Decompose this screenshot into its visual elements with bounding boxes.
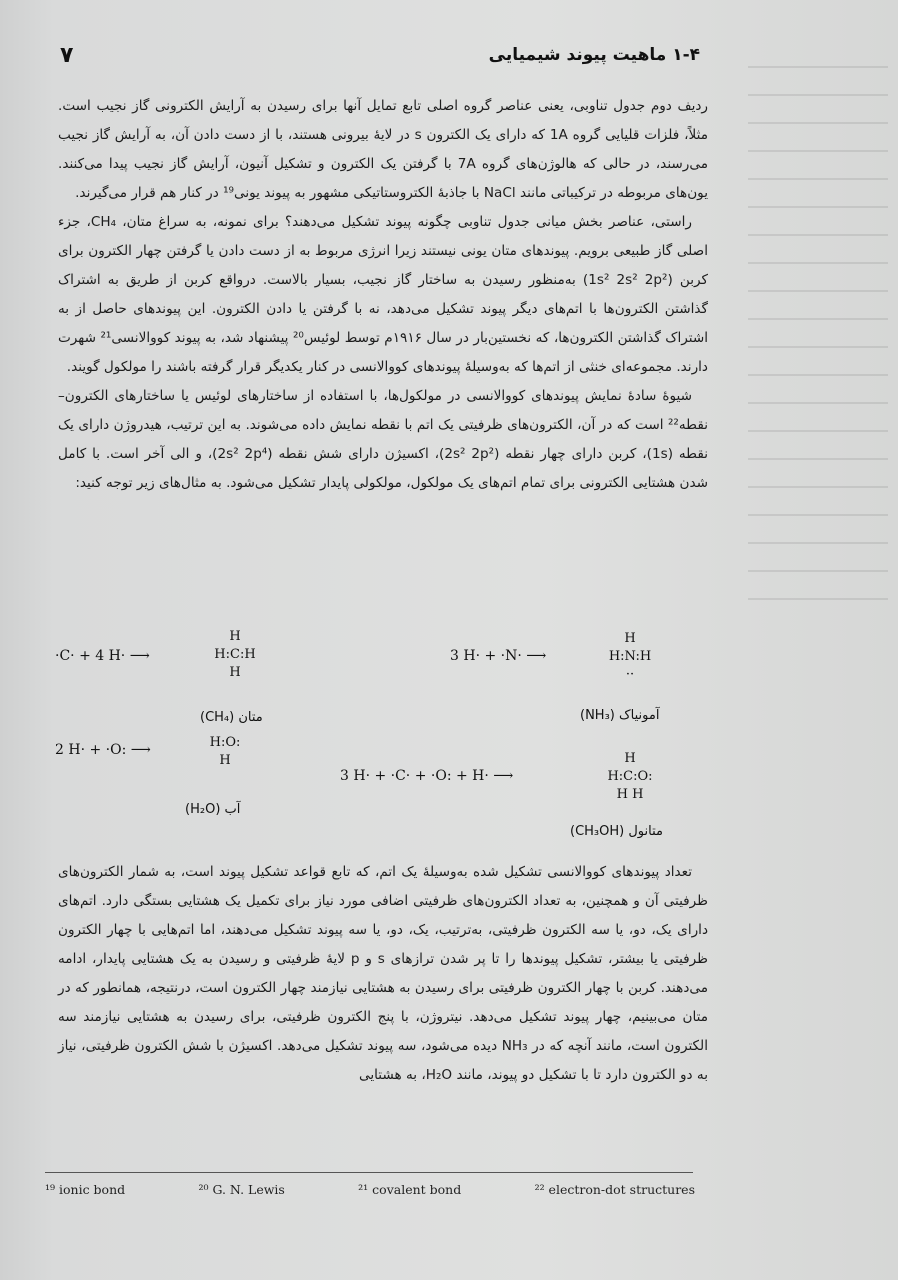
methanol-label: متانول (CH₃OH): [570, 824, 663, 839]
methane-label: متان (CH₄): [200, 710, 263, 725]
page-number: ۷: [60, 42, 74, 68]
lewis-reactions: [55, 620, 705, 850]
body-text-top: [58, 92, 708, 498]
ammonia-structure: H H:N:H ··: [608, 631, 652, 682]
water-structure: H:O: H: [209, 735, 241, 768]
footnote-22: ²² electron-dot structures: [534, 1182, 695, 1197]
footnote-20: ²⁰ G. N. Lewis: [198, 1182, 285, 1197]
water-equation: 2 H· + ·O: ⟶: [55, 742, 151, 758]
body-text-bottom: [58, 858, 708, 1090]
bleed-through-shadow: [698, 40, 898, 1240]
paragraph-1: ردیف دوم جدول تناوبی، یعنی عناصر گروه اصلی تابع تمایل آنها برای رسیدن به آرایش الکترونی گاز نجیب است. مثلاً، فلزات قلیایی گروه 1A که دارای یک الکترون s در لایهٔ بیرونی هستند، با از دست دادن آن، به آرایش گاز نجیب می‌رسند، در حالی که هالوژن‌های گروه 7A با گرفتن یک الکترون و تشکیل آنیون، آرایش گاز نجیب پیدا می‌کنند. یون‌های مربوطه در ترکیباتی مانند NaCl با جاذبهٔ الکتروستاتیکی مشهور به پیوند یونی¹⁹ در کنار هم قرار می‌گیرند.: [58, 98, 708, 201]
ammonia-label: آمونیاک (NH₃): [580, 708, 660, 723]
paragraph-2: راستی، عناصر بخش میانی جدول تناوبی چگونه پیوند تشکیل می‌دهند؟ برای نمونه، به سراغ متان، CH₄، جزء اصلی گاز طبیعی برویم. پیوندهای متان یونی نیستند زیرا انرژی مربوط به از دست دادن یا گرفتن چهار الکترون برای کربن (1s² 2s² 2p²) به‌منظور رسیدن به ساختار گاز نجیب، بسیار بالاست. درواقع کربن از طریق به اشتراک گذاشتن الکترون‌ها با اتم‌های دیگر پیوند تشکیل می‌دهد، نه با گرفتن یا دادن الکترون. این پیوندهای حاصل از به اشتراک گذاشتن الکترون‌ها، که نخستین‌بار در سال ۱۹۱۶م توسط لوئیس²⁰ پیشنهاد شد، به پیوند کووالانسی²¹ شهرت دارند. مجموعه‌ای خنثی از اتم‌ها که به‌وسیلهٔ پیوندهای کووالانسی در کنار یکدیگر قرار گرفته باشند را مولکول گویند.: [58, 214, 709, 375]
methane-equation: ·C· + 4 H· ⟶: [55, 648, 150, 664]
footnote-rule: [45, 1172, 693, 1173]
footnote-21: ²¹ covalent bond: [358, 1182, 462, 1197]
methanol-equation: 3 H· + ·C· + ·O: + H· ⟶: [340, 768, 514, 784]
paragraph-4: تعداد پیوندهای کووالانسی تشکیل شده به‌وسیلهٔ یک اتم، که تابع قواعد تشکیل پیوند است، به شمار الکترون‌های ظرفیتی آن و همچنین، به تعداد الکترون‌های ظرفیتی اضافی مورد نیاز برای تکمیل یک هشتایی بستگی دارد. اتم‌های دارای یک، دو، یا سه الکترون ظرفیتی، به‌ترتیب، یک، دو، یا سه پیوند تشکیل می‌دهند، اما اتم‌هایی با چهار الکترون ظرفیتی یا بیشتر، تشکیل پیوندها را تا پر شدن ترازهای s و p لایهٔ ظرفیتی و رسیدن به یک هشتایی پایدار، ادامه می‌دهند. کربن با چهار الکترون ظرفیتی برای رسیدن به هشتایی نیازمند چهار الکترون است، درنتیجه، همانطور که در متان می‌بینیم، چهار پیوند تشکیل می‌دهد. نیتروژن، با پنج الکترون ظرفیتی، برای رسیدن به هشتایی نیازمند سه الکترون است، مانند آنچه که در NH₃ دیده می‌شود، سه پیوند تشکیل می‌دهد. اکسیژن با شش الکترون ظرفیتی، نیاز به دو الکترون دارد تا با تشکیل دو پیوند، مانند H₂O، به هشتایی: [58, 864, 709, 1083]
water-label: آب (H₂O): [185, 802, 241, 817]
footnotes: [45, 1182, 695, 1197]
methanol-structure: H H:C:O: H H: [607, 751, 653, 802]
methane-structure: H H:C:H H: [214, 629, 256, 680]
paragraph-3: شیوهٔ سادهٔ نمایش پیوندهای کووالانسی در مولکول‌ها، با استفاده از ساختارهای لوئیس یا ساختارهای الکترون–نقطه²² است که در آن، الکترون‌های ظرفیتی یک اتم با نقطه نمایش داده می‌شوند. به این ترتیب، هیدروژن دارای یک نقطه (1s)، کربن دارای چهار نقطه (2s² 2p²)، اکسیژن دارای شش نقطه (2s² 2p⁴)، و الی آخر است. با کامل شدن هشتایی الکترونی برای تمام اتم‌های یک مولکول، مولکولی پایدار تشکیل می‌شود. به مثال‌های زیر توجه کنید:: [58, 388, 708, 491]
footnote-19: ¹⁹ ionic bond: [45, 1182, 126, 1197]
page-header: [60, 38, 700, 72]
running-title: ۱-۴ ماهیت پیوند شیمیایی: [488, 45, 700, 65]
ammonia-equation: 3 H· + ·N· ⟶: [450, 648, 547, 664]
